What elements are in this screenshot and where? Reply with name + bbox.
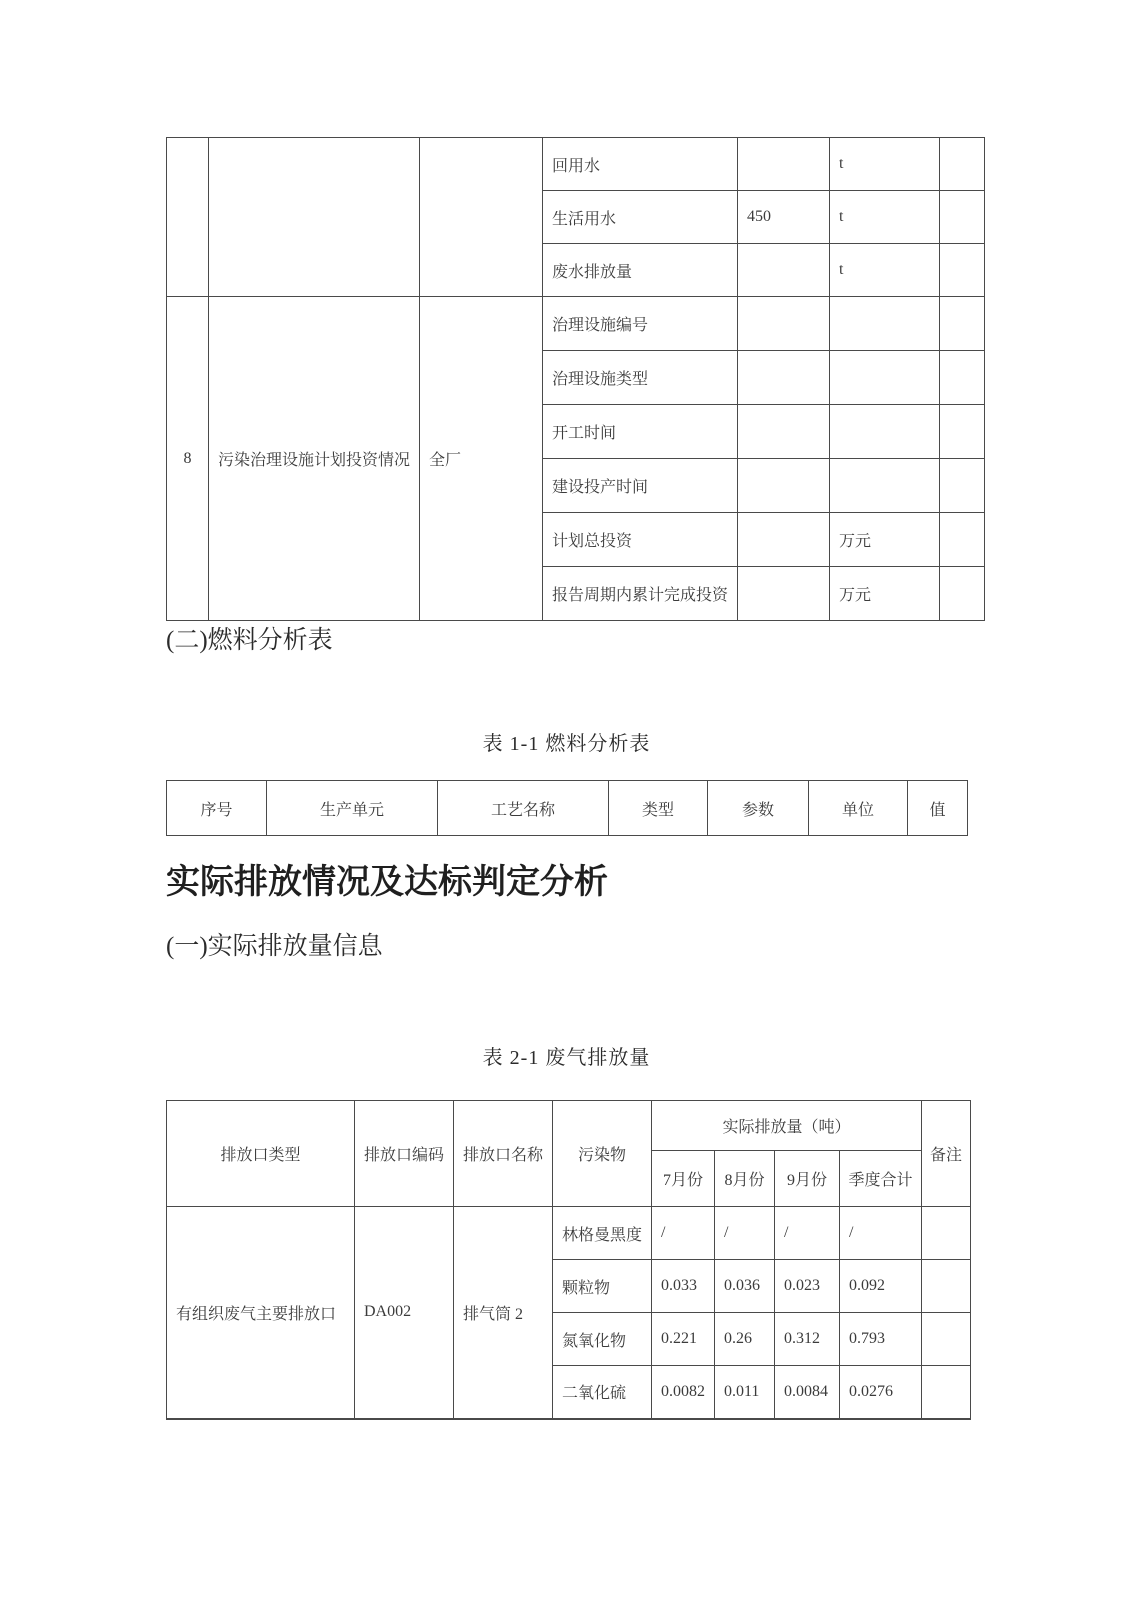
value-cell: 0.033: [652, 1260, 715, 1313]
unit-cell: t: [830, 244, 940, 297]
value-cell: /: [652, 1207, 715, 1260]
sub-item-label: 废水排放量: [543, 244, 738, 297]
extra-cell: [940, 351, 985, 405]
remark-cell: [922, 1260, 971, 1313]
unit-cell: t: [830, 191, 940, 244]
value-cell: 0.0276: [840, 1366, 922, 1419]
sub-item-label: 治理设施编号: [543, 297, 738, 351]
value-cell: [738, 513, 830, 567]
pollutant-cell: 林格曼黑度: [553, 1207, 652, 1260]
value-cell: [738, 459, 830, 513]
item-name-cell-empty: [209, 138, 420, 297]
header-outlet-code: 排放口编码: [355, 1101, 454, 1207]
outlet-name-cell: 排气筒 2: [454, 1207, 553, 1419]
value-cell: [738, 351, 830, 405]
emission-section-heading: 实际排放情况及达标判定分析: [166, 864, 608, 901]
extra-cell: [940, 459, 985, 513]
emission-table-caption: 表 2-1 废气排放量: [482, 1047, 651, 1069]
value-cell: 0.312: [775, 1313, 840, 1366]
value-cell: 0.0082: [652, 1366, 715, 1419]
outlet-type-cell: 有组织废气主要排放口: [167, 1207, 355, 1419]
value-cell: [738, 567, 830, 621]
header-cell: 单位: [809, 781, 908, 836]
header-cell: 类型: [609, 781, 708, 836]
table-header-row: [167, 1101, 971, 1151]
header-cell: 工艺名称: [438, 781, 609, 836]
extra-cell: [940, 567, 985, 621]
remark-cell: [922, 1313, 971, 1366]
value-cell: /: [775, 1207, 840, 1260]
extra-cell: [940, 138, 985, 191]
value-cell: 0.26: [715, 1313, 775, 1366]
value-cell: 0.036: [715, 1260, 775, 1313]
value-cell: [738, 138, 830, 191]
value-cell: 0.793: [840, 1313, 922, 1366]
header-cell: 值: [908, 781, 968, 836]
extra-cell: [940, 244, 985, 297]
scope-cell-empty: [420, 138, 543, 297]
fuel-analysis-table: [166, 780, 968, 836]
unit-cell: [830, 459, 940, 513]
value-cell: [738, 405, 830, 459]
table-row: [167, 297, 985, 351]
pollutant-cell: 颗粒物: [553, 1260, 652, 1313]
remark-cell: [922, 1366, 971, 1419]
sub-item-label: 计划总投资: [543, 513, 738, 567]
sub-item-label: 建设投产时间: [543, 459, 738, 513]
header-month: 8月份: [715, 1151, 775, 1207]
waste-gas-emission-table: [166, 1100, 971, 1420]
header-remark: 备注: [922, 1101, 971, 1207]
extra-cell: [940, 405, 985, 459]
fuel-section-heading: (二)燃料分析表: [166, 627, 333, 654]
outlet-code-cell: DA002: [355, 1207, 454, 1419]
header-cell: 生产单元: [267, 781, 438, 836]
sub-item-label: 报告周期内累计完成投资: [543, 567, 738, 621]
unit-cell: [830, 351, 940, 405]
fuel-table-caption: 表 1-1 燃料分析表: [482, 733, 651, 755]
sub-item-label: 生活用水: [543, 191, 738, 244]
header-outlet-name: 排放口名称: [454, 1101, 553, 1207]
facility-investment-table: [166, 137, 985, 621]
table-row: [167, 1207, 971, 1260]
sub-item-label: 开工时间: [543, 405, 738, 459]
header-quarter-total: 季度合计: [840, 1151, 922, 1207]
value-cell: [738, 297, 830, 351]
unit-cell: 万元: [830, 567, 940, 621]
header-cell: 序号: [167, 781, 267, 836]
header-outlet-type: 排放口类型: [167, 1101, 355, 1207]
pollutant-cell: 二氧化硫: [553, 1366, 652, 1419]
sub-item-label: 回用水: [543, 138, 738, 191]
section-name: 污染治理设施计划投资情况: [209, 297, 420, 621]
value-cell: 0.023: [775, 1260, 840, 1313]
extra-cell: [940, 297, 985, 351]
extra-cell: [940, 513, 985, 567]
table-header-row: [167, 781, 968, 836]
header-cell: 参数: [708, 781, 809, 836]
section-index: 8: [167, 297, 209, 621]
value-cell: /: [840, 1207, 922, 1260]
section-scope: 全厂: [420, 297, 543, 621]
value-cell: 0.092: [840, 1260, 922, 1313]
emission-subheading: (一)实际排放量信息: [166, 933, 383, 960]
unit-cell: [830, 405, 940, 459]
pollutant-cell: 氮氧化物: [553, 1313, 652, 1366]
header-pollutant: 污染物: [553, 1101, 652, 1207]
value-cell: 0.0084: [775, 1366, 840, 1419]
sub-item-label: 治理设施类型: [543, 351, 738, 405]
header-actual-emission: 实际排放量（吨）: [652, 1101, 922, 1151]
index-cell-empty: [167, 138, 209, 297]
unit-cell: t: [830, 138, 940, 191]
unit-cell: [830, 297, 940, 351]
remark-cell: [922, 1207, 971, 1260]
header-month: 7月份: [652, 1151, 715, 1207]
value-cell: [738, 244, 830, 297]
extra-cell: [940, 191, 985, 244]
value-cell: 450: [738, 191, 830, 244]
value-cell: 0.221: [652, 1313, 715, 1366]
table-row: [167, 138, 985, 191]
unit-cell: 万元: [830, 513, 940, 567]
value-cell: /: [715, 1207, 775, 1260]
header-month: 9月份: [775, 1151, 840, 1207]
value-cell: 0.011: [715, 1366, 775, 1419]
